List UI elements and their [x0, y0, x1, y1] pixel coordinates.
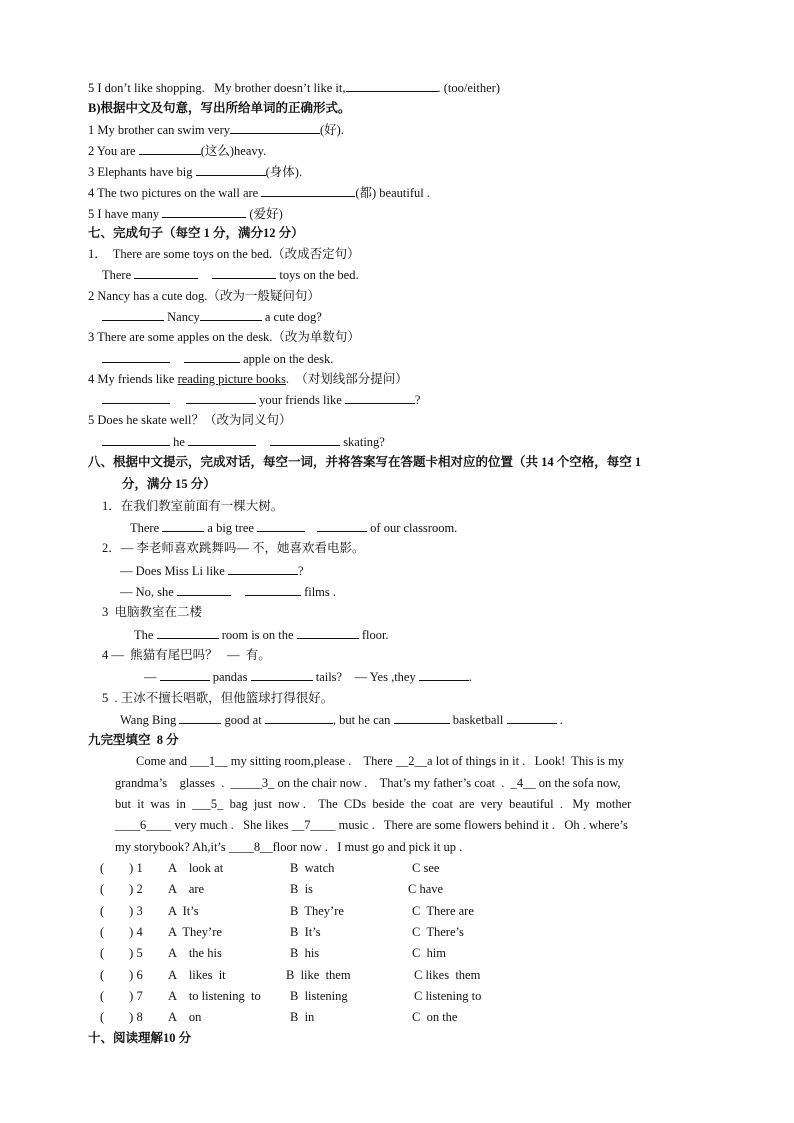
answer-blank[interactable]	[346, 79, 438, 92]
answer-text: toys on the bed.	[276, 268, 359, 282]
option-b[interactable]: B It’s	[290, 925, 321, 939]
question-text: (好).	[319, 123, 344, 137]
answer-blank[interactable]	[230, 121, 320, 134]
question-text: 4 The two pictures on the wall are	[88, 186, 262, 200]
answer-text: — Does Miss Li like	[120, 564, 228, 578]
partB-question-4	[88, 184, 430, 201]
partB-question-3	[88, 163, 302, 180]
question-text: 5 I don’t like shopping. My brother doesn’t like it,	[88, 81, 346, 95]
question-text: (这么)heavy.	[200, 144, 267, 158]
section8-question-2: 2．— 李老师喜欢跳舞吗— 不，她喜欢看电影。	[102, 541, 365, 555]
question-text: . (too/either)	[437, 81, 500, 95]
answer-text: — No, she	[120, 585, 177, 599]
answer-blank[interactable]	[297, 626, 359, 639]
option-a[interactable]: A to listening to	[168, 989, 261, 1003]
partA-question-5	[88, 79, 500, 96]
section8-question-3: 3 电脑教室在二楼	[102, 605, 203, 619]
answer-blank[interactable]	[184, 350, 240, 363]
option-c[interactable]: C likes them	[414, 968, 481, 982]
section7-answer-1	[102, 266, 359, 283]
section8-answer-3	[134, 626, 389, 643]
answer-blank[interactable]	[188, 433, 256, 446]
option-a[interactable]: A It’s	[168, 904, 199, 918]
answer-blank[interactable]	[270, 433, 340, 446]
answer-text: .	[468, 670, 472, 684]
answer-text: ?	[297, 564, 304, 578]
passage-line-2: grandma’s glasses . _____3_ on the chair now . That’s my father’s coat . _4__ on the sofa now,	[115, 776, 621, 790]
answer-blank[interactable]	[200, 308, 262, 321]
option-b[interactable]: B They’re	[290, 904, 344, 918]
answer-blank[interactable]	[212, 266, 276, 279]
question-text: 1 My brother can swim very	[88, 123, 230, 137]
partB-heading: B)根据中文及句意，写出所给单词的正确形式。	[88, 101, 351, 115]
section8-question-5: 5 . 王冰不擅长唱歌，但他篮球打得很好。	[102, 691, 334, 705]
answer-text: There	[130, 521, 163, 535]
option-c[interactable]: C have	[408, 882, 444, 896]
answer-blank[interactable]	[228, 562, 298, 575]
section8-question-4: 4 — 熊猫有尾巴吗？ — 有。	[102, 648, 271, 662]
section7-heading: 七、完成句子（每空 1 分，满分12 分）	[88, 226, 304, 240]
question-text: (都) beautiful .	[355, 186, 430, 200]
answer-text: —	[144, 670, 160, 684]
answer-text: films .	[300, 585, 337, 599]
answer-blank[interactable]	[245, 583, 301, 596]
answer-blank[interactable]	[317, 519, 367, 532]
answer-text: ?	[414, 393, 421, 407]
question-text: 4 My friends like	[88, 372, 178, 386]
answer-text: Nancy	[164, 310, 200, 324]
answer-text: room is on the	[218, 628, 297, 642]
section7-question-3: 3 There are some apples on the desk.（改为单数句）	[88, 330, 360, 344]
question-text: . （对划线部分提问）	[285, 372, 408, 386]
option-number[interactable]: ( ) 1	[100, 861, 143, 875]
answer-text: good at	[221, 713, 265, 727]
section7-answer-3	[102, 350, 333, 367]
answer-blank[interactable]	[179, 711, 221, 724]
answer-blank[interactable]	[261, 184, 355, 197]
passage-line-5: my storybook? Ah,it’s ____8__floor now . I must go and pick it up .	[115, 840, 463, 854]
answer-blank[interactable]	[102, 391, 170, 404]
answer-blank[interactable]	[345, 391, 415, 404]
passage-line-3: but it was in ___5_ bag just now . The CDs beside the coat are very beautiful . My mother	[115, 797, 632, 811]
section7-question-2: 2 Nancy has a cute dog.（改为一般疑问句）	[88, 289, 320, 303]
section7-question-1: 1． There are some toys on the bed.（改成否定句）	[88, 247, 360, 261]
question-text: 2 You are	[88, 144, 139, 158]
answer-blank[interactable]	[162, 519, 204, 532]
answer-text: a cute dog?	[261, 310, 322, 324]
option-b[interactable]: B listening	[290, 989, 348, 1003]
answer-text: Wang Bing	[120, 713, 180, 727]
answer-blank[interactable]	[507, 711, 557, 724]
partB-question-2	[88, 142, 266, 159]
question-text: (爱好)	[246, 207, 283, 221]
answer-text: your friends like	[256, 393, 345, 407]
option-number[interactable]: ( ) 2	[100, 882, 143, 896]
answer-blank[interactable]	[102, 308, 164, 321]
answer-blank[interactable]	[394, 711, 450, 724]
answer-blank[interactable]	[257, 519, 305, 532]
answer-blank[interactable]	[186, 391, 256, 404]
section8-question-1: 1．在我们教室前面有一棵大树。	[102, 499, 284, 513]
answer-text: pandas	[209, 670, 251, 684]
answer-blank[interactable]	[102, 433, 170, 446]
answer-blank[interactable]	[134, 266, 198, 279]
section8-answer-5	[120, 711, 563, 728]
underlined-phrase: reading picture books	[177, 372, 286, 386]
answer-text: he	[170, 435, 189, 449]
option-c[interactable]: C on the	[412, 1010, 458, 1024]
option-a[interactable]: A likes it	[168, 968, 226, 982]
section8-answer-2a	[120, 562, 304, 579]
option-number[interactable]: ( ) 6	[100, 968, 143, 982]
answer-blank[interactable]	[139, 142, 201, 155]
passage-line-4: ____6____ very much . She likes __7____ music . There are some flowers behind it . Oh . where’s	[115, 818, 628, 832]
option-a[interactable]: A They’re	[168, 925, 222, 939]
option-a[interactable]: A the his	[168, 946, 222, 960]
answer-text: of our classroom.	[367, 521, 458, 535]
answer-blank[interactable]	[157, 626, 219, 639]
passage-line-1: Come and ___1__ my sitting room,please . There __2__a lot of things in it . Look! This is my	[136, 754, 625, 768]
answer-text: apple on the desk.	[240, 352, 334, 366]
answer-blank[interactable]	[102, 350, 170, 363]
option-b[interactable]: B is	[290, 882, 313, 896]
answer-text: a big tree	[204, 521, 258, 535]
section7-answer-4	[102, 391, 420, 408]
option-c[interactable]: C listening to	[414, 989, 482, 1003]
option-number[interactable]: ( ) 3	[100, 904, 143, 918]
answer-text: tails? — Yes ,they	[312, 670, 419, 684]
answer-blank[interactable]	[162, 205, 246, 218]
section8-heading-line2: 分，满分 15 分）	[122, 477, 216, 491]
section7-question-4	[88, 371, 408, 387]
section8-answer-1	[130, 519, 457, 536]
option-b[interactable]: B watch	[290, 861, 335, 875]
option-number[interactable]: ( ) 5	[100, 946, 143, 960]
answer-text: There	[102, 268, 135, 282]
answer-blank[interactable]	[196, 163, 266, 176]
answer-blank[interactable]	[265, 711, 333, 724]
option-c[interactable]: C There are	[412, 904, 474, 918]
section7-answer-5	[102, 433, 385, 450]
option-c[interactable]: C see	[412, 861, 440, 875]
section7-answer-2	[102, 308, 322, 325]
answer-text: , but he can	[332, 713, 394, 727]
section9-heading: 九完型填空 8 分	[88, 733, 179, 747]
answer-text: basketball	[449, 713, 507, 727]
option-b[interactable]: B like them	[286, 968, 351, 982]
section8-answer-2b	[120, 583, 336, 600]
option-number[interactable]: ( ) 7	[100, 989, 143, 1003]
option-number[interactable]: ( ) 8	[100, 1010, 143, 1024]
option-a[interactable]: A on	[168, 1010, 202, 1024]
partB-question-1	[88, 121, 344, 138]
partB-question-5	[88, 205, 283, 222]
section7-question-5: 5 Does he skate well？（改为同义句）	[88, 413, 292, 427]
answer-blank[interactable]	[177, 583, 231, 596]
question-text: 3 Elephants have big	[88, 165, 196, 179]
section8-heading-line1: 八、根据中文提示，完成对话，每空一词，并将答案写在答题卡相对应的位置（共 14 个空格，每空 1	[88, 455, 642, 469]
option-c[interactable]: C him	[412, 946, 447, 960]
answer-text: floor.	[358, 628, 389, 642]
question-text: 5 I have many	[88, 207, 163, 221]
answer-blank[interactable]	[419, 668, 469, 681]
option-c[interactable]: C There’s	[412, 925, 464, 939]
answer-blank[interactable]	[251, 668, 313, 681]
answer-text: .	[556, 713, 563, 727]
section10-heading: 十、阅读理解10 分	[88, 1031, 192, 1045]
option-a[interactable]: A look at	[168, 861, 224, 875]
question-text: (身体).	[265, 165, 303, 179]
answer-text: skating?	[340, 435, 385, 449]
answer-text: The	[134, 628, 157, 642]
option-a[interactable]: A are	[168, 882, 205, 896]
option-b[interactable]: B his	[290, 946, 320, 960]
answer-blank[interactable]	[160, 668, 210, 681]
option-b[interactable]: B in	[290, 1010, 315, 1024]
option-number[interactable]: ( ) 4	[100, 925, 143, 939]
section8-answer-4	[144, 668, 472, 685]
